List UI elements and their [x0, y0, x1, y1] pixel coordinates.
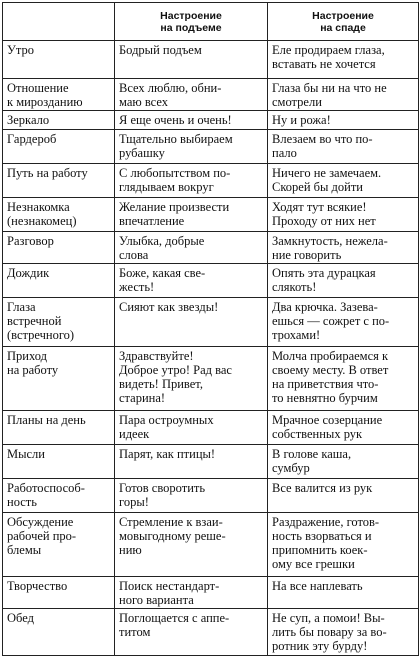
table-header	[3, 3, 419, 41]
row-topic-cell: Гардероб	[3, 130, 115, 164]
table-row	[3, 479, 419, 513]
row-mood-down-cell: Ходят тут всякие! Проходу от них нет	[268, 198, 419, 232]
table-row	[3, 164, 419, 198]
row-mood-up-cell: Парят, как птицы!	[115, 445, 268, 479]
row-mood-down-cell: Ну и рожа!	[268, 111, 419, 130]
row-mood-down-cell: Мрачное созерцание собственных рук	[268, 411, 419, 445]
row-mood-up-cell: Поглощается с аппе- титом	[115, 609, 268, 656]
row-topic-cell: Путь на работу	[3, 164, 115, 198]
header-topic	[3, 3, 115, 41]
row-mood-down-cell: Глаза бы ни на что не смотрели	[268, 79, 419, 111]
row-topic-cell: Дождик	[3, 264, 115, 298]
row-mood-up-cell: Бодрый подъем	[115, 41, 268, 79]
row-topic-cell: Планы на день	[3, 411, 115, 445]
row-mood-up-cell: С любопытством по- глядываем вокруг	[115, 164, 268, 198]
table-row	[3, 411, 419, 445]
row-topic-cell: Зеркало	[3, 111, 115, 130]
row-topic-cell: Разговор	[3, 232, 115, 264]
row-mood-down-cell: Не суп, а помои! Вы- лить бы повару за во- ротник эту бурду!	[268, 609, 419, 656]
table-body	[3, 41, 419, 656]
row-mood-down-cell: Ничего не замечаем. Скорей бы дойти	[268, 164, 419, 198]
row-topic-cell: Глаза встречной (встречного)	[3, 298, 115, 347]
row-mood-down-cell: Еле продираем глаза, вставать не хочется	[268, 41, 419, 79]
row-mood-down-cell: На все наплевать	[268, 577, 419, 609]
row-mood-up-cell: Тщательно выбираем рубашку	[115, 130, 268, 164]
row-topic-cell: Мысли	[3, 445, 115, 479]
row-mood-up-cell: Готов своротить горы!	[115, 479, 268, 513]
header-mood-up: Настроение на подъеме	[115, 3, 268, 41]
table-row	[3, 41, 419, 79]
table-row	[3, 609, 419, 656]
table-row	[3, 298, 419, 347]
row-topic-cell: Обед	[3, 609, 115, 656]
row-topic-cell: Приход на работу	[3, 347, 115, 411]
row-topic-cell: Утро	[3, 41, 115, 79]
row-mood-up-cell: Пара остроумных идеек	[115, 411, 268, 445]
row-mood-up-cell: Здравствуйте! Доброе утро! Рад вас видеть! Привет, старина!	[115, 347, 268, 411]
row-mood-up-cell: Сияют как звезды!	[115, 298, 268, 347]
row-mood-up-cell: Всех люблю, обни- маю всех	[115, 79, 268, 111]
table-row	[3, 111, 419, 130]
row-topic-cell: Незнакомка (незнакомец)	[3, 198, 115, 232]
table-row	[3, 347, 419, 411]
mood-comparison-table	[2, 2, 419, 656]
row-mood-down-cell: Замкнутость, нежела- ние говорить	[268, 232, 419, 264]
row-mood-down-cell: В голове каша, сумбур	[268, 445, 419, 479]
row-mood-down-cell: Опять эта дурацкая слякоть!	[268, 264, 419, 298]
table-row	[3, 79, 419, 111]
row-mood-up-cell: Улыбка, добрые слова	[115, 232, 268, 264]
row-mood-down-cell: Молча пробираемся к своему месту. В ответ на приветствия что- то невнятно бурчим	[268, 347, 419, 411]
row-mood-down-cell: Два крючка. Зазева- ешься — сожрет с по- трохами!	[268, 298, 419, 347]
row-mood-up-cell: Поиск нестандарт- ного варианта	[115, 577, 268, 609]
row-mood-down-cell: Раздражение, готов- ность взорваться и припомнить коек- ому все грешки	[268, 513, 419, 577]
row-mood-up-cell: Я еще очень и очень!	[115, 111, 268, 130]
header-mood-down: Настроение на спаде	[268, 3, 419, 41]
row-mood-up-cell: Стремление к взаи- мовыгодному реше- нию	[115, 513, 268, 577]
row-topic-cell: Отношение к мирозданию	[3, 79, 115, 111]
table-row	[3, 130, 419, 164]
table-row	[3, 513, 419, 577]
row-mood-up-cell: Боже, какая све- жесть!	[115, 264, 268, 298]
table-row	[3, 445, 419, 479]
row-topic-cell: Обсуждение рабочей про- блемы	[3, 513, 115, 577]
table-row	[3, 577, 419, 609]
row-topic-cell: Работоспособ- ность	[3, 479, 115, 513]
table-row	[3, 232, 419, 264]
table-row	[3, 264, 419, 298]
row-topic-cell: Творчество	[3, 577, 115, 609]
row-mood-up-cell: Желание произвести впечатление	[115, 198, 268, 232]
table-row	[3, 198, 419, 232]
row-mood-down-cell: Все валится из рук	[268, 479, 419, 513]
header-row	[3, 3, 419, 41]
row-mood-down-cell: Влезаем во что по- пало	[268, 130, 419, 164]
